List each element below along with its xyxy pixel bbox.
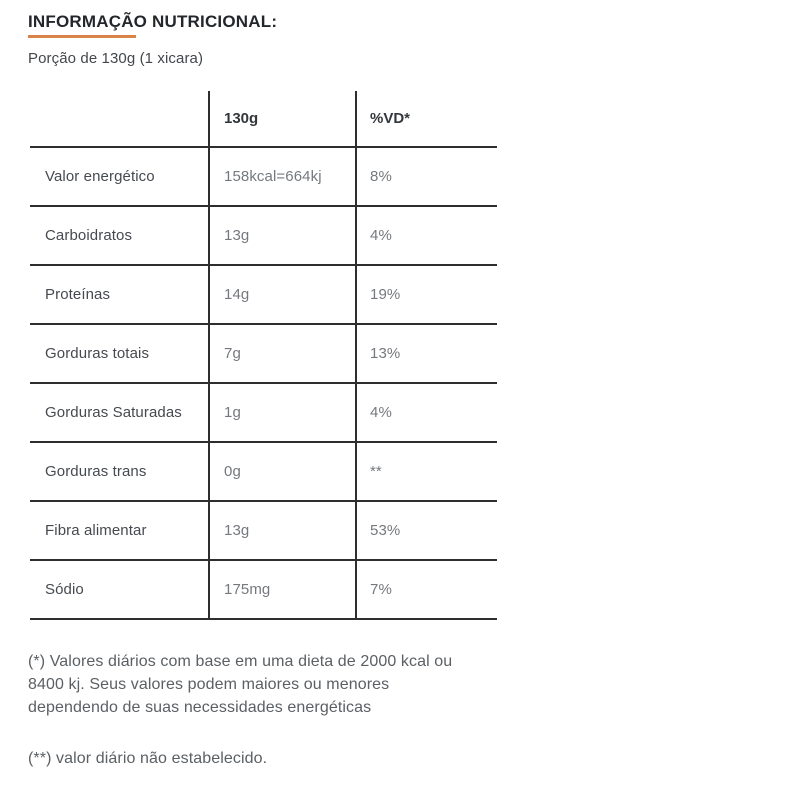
cell-amount-value: 14g	[208, 266, 355, 323]
nutrition-rows	[30, 148, 497, 620]
cell-nutrient-label: Gorduras Saturadas	[45, 404, 182, 421]
cell-nutrient-label: Sódio	[45, 581, 84, 598]
table-row	[30, 325, 497, 384]
cell-vd-value: 8%	[355, 148, 497, 205]
table-row	[30, 148, 497, 207]
cell-nutrient-label: Carboidratos	[45, 227, 133, 244]
cell-vd-value: 7%	[355, 561, 497, 618]
nutrition-table	[30, 91, 497, 620]
table-header-row	[30, 91, 497, 148]
cell-vd-value: 53%	[355, 502, 497, 559]
cell-amount-value: 0g	[208, 443, 355, 500]
cell-amount-value: 13g	[208, 502, 355, 559]
footnote-line: dependendo de suas necessidades energéticas	[28, 699, 372, 716]
cell-vd-value: 4%	[355, 384, 497, 441]
cell-vd-value: **	[355, 443, 497, 500]
footnote-line: 8400 kj. Seus valores podem maiores ou menores	[28, 676, 390, 693]
cell-nutrient-label: Gorduras trans	[45, 463, 147, 480]
cell-nutrient-label: Gorduras totais	[45, 345, 150, 362]
footnote-line: (*) Valores diários com base em uma dieta de 2000 kcal ou	[28, 653, 453, 670]
cell-nutrient-label: Fibra alimentar	[45, 522, 147, 539]
cell-vd-value: 4%	[355, 207, 497, 264]
footnote-daily-values	[28, 650, 528, 719]
cell-amount-value: 175mg	[208, 561, 355, 618]
table-row	[30, 561, 497, 620]
title-accent-underline	[28, 35, 136, 38]
table-row	[30, 207, 497, 266]
table-row	[30, 266, 497, 325]
footnote-not-established: (**) valor diário não estabelecido.	[28, 750, 268, 767]
table-row	[30, 502, 497, 561]
page-title: INFORMAÇÃO NUTRICIONAL:	[28, 12, 278, 31]
cell-amount-value: 7g	[208, 325, 355, 382]
table-row	[30, 384, 497, 443]
cell-amount-value: 13g	[208, 207, 355, 264]
table-row	[30, 443, 497, 502]
col-header-amount: 130g	[208, 91, 355, 146]
cell-vd-value: 19%	[355, 266, 497, 323]
serving-size-text: Porção de 130g (1 xicara)	[28, 50, 204, 67]
cell-nutrient-label: Valor energético	[45, 168, 155, 185]
col-header-vd: %VD*	[355, 91, 497, 146]
cell-amount-value: 1g	[208, 384, 355, 441]
cell-amount-value: 158kcal=664kj	[208, 148, 355, 205]
cell-vd-value: 13%	[355, 325, 497, 382]
cell-nutrient-label: Proteínas	[45, 286, 111, 303]
col-header-nutrient	[30, 91, 208, 146]
